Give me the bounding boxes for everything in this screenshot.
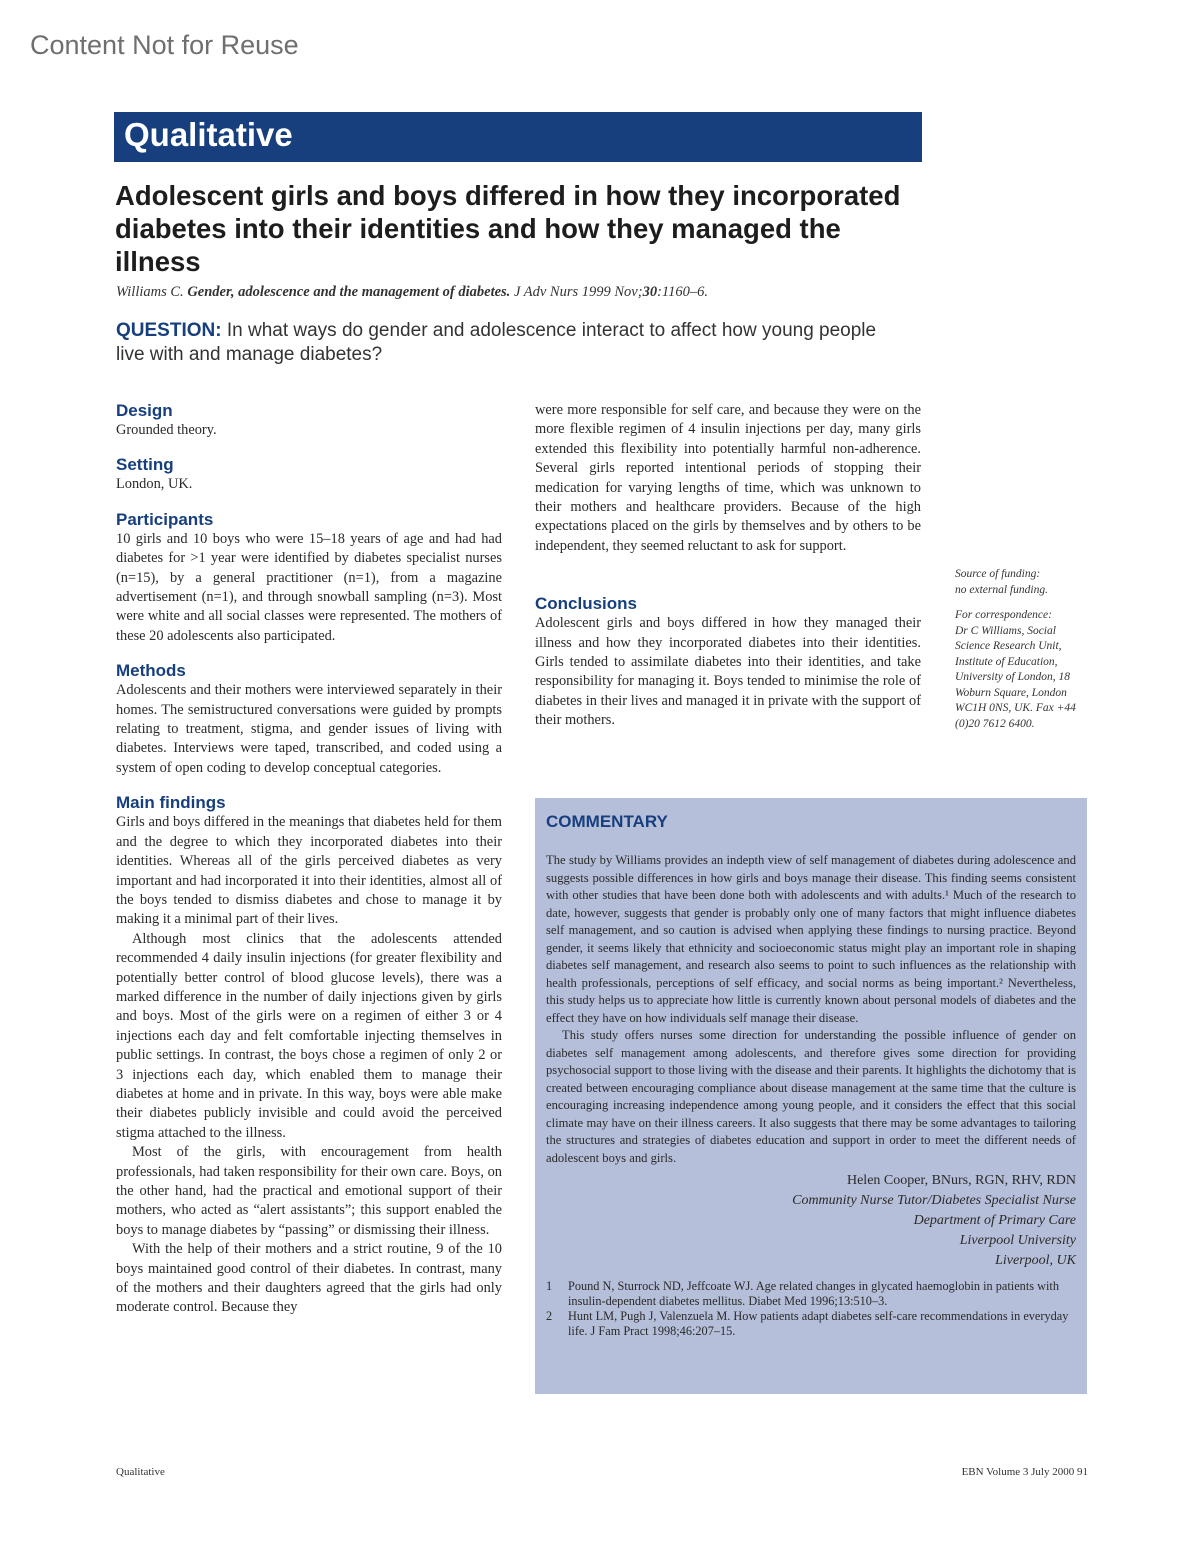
design-heading: Design <box>116 401 173 420</box>
conclusions-heading: Conclusions <box>535 594 638 614</box>
main-findings-p4-continued: were more responsible for self care, and because they were on the more flexible regimen of 4 insulin injections per day, many girls extended this flexibility into potentially harmful non-adherence. Several girls reported intentional periods of stopping their medication for varying lengths of time, which was unknown to their mothers and healthcare providers. Because of the high expectations placed on the girls by themselves and by others to be independent, they seemed reluctant to ask for support. <box>535 402 921 554</box>
question <box>116 319 906 367</box>
citation-volume: 30 <box>642 284 658 300</box>
reference-text: Pound N, Sturrock ND, Jeffcoate WJ. Age related changes in glycated haemoglobin in patients with insulin-dependent diabetes mellitus. Diabet Med 1996;13:510–3. <box>568 1279 1059 1308</box>
watermark-text: Content Not for Reuse <box>30 30 299 60</box>
reference-list <box>546 1279 1076 1339</box>
citation-journal: J Adv Nurs 1999 Nov; <box>513 284 643 300</box>
citation-pages: :1160–6. <box>657 284 708 300</box>
funding-text: no external funding. <box>955 583 1048 596</box>
main-findings-heading: Main findings <box>116 793 226 813</box>
setting-heading: Setting <box>116 455 174 475</box>
participants-text: 10 girls and 10 boys who were 15–18 years of age and had had diabetes for >1 year were identified by diabetes specialist nurses (n=15), by a general practitioner (n=1), from a magazine advertisement (n=1), and through snowball sampling (n=3). Most were white and all social classes were represented. The mothers of these 20 adolescents also participated. <box>116 530 502 644</box>
section-banner <box>114 112 922 162</box>
main-findings-p4: With the help of their mothers and a strict routine, 9 of the 10 boys maintained good control of their diabetes. In contrast, many of the mothers and their daughters agreed that the girls had only moderate control. Because they <box>116 1241 502 1316</box>
question-text: In what ways do gender and adolescence interact to affect how young people live with and manage diabetes? <box>116 320 877 365</box>
methods-heading: Methods <box>116 661 186 681</box>
design-text: Grounded theory. <box>116 422 217 438</box>
commentary-author: Helen Cooper, BNurs, RGN, RHV, RDN <box>846 1173 1076 1188</box>
question-label: QUESTION: <box>116 320 222 341</box>
commentary-p1: The study by Williams provides an indepth view of self management of diabetes during adolescence and suggests possible differences in how girls and boys manage their disease. This finding seems consistent with other studies that have been done both with adolescents and with adults.¹ Much of the research to date, however, suggests that gender is probably only one of many factors that might influence diabetes self management, and so caution is advised when applying these findings to nursing practice. Beyond gender, it seems likely that ethnicity and socioeconomic status might play an important role in shaping diabetes self management, and research also seems to point to such influences as the relationship with health professionals, perceptions of self efficacy, and social norms as being important.² Nevertheless, this study helps us to appreciate how little is currently known about personal models of diabetes and the effect they have on how individuals self manage their disease. <box>546 853 1076 1025</box>
footer-journal-info: EBN Volume 3 July 2000 91 <box>961 1466 1088 1478</box>
section-banner-label: Qualitative <box>124 116 293 153</box>
conclusions-text: Adolescent girls and boys differed in how they managed their illness and how they incorporated diabetes into their identities. Girls tended to assimilate diabetes into their identities, and take responsibility for managing it. Boys tended to minimise the role of diabetes in their lives and managed it in private with the support of their mothers. <box>535 615 921 729</box>
participants-heading: Participants <box>116 509 214 529</box>
commentary-p2: This study offers nurses some direction for understanding the possible influence of gender on diabetes self management among adolescents, and therefore gives some direction for providing psychosocial support to those living with the disease and their parents. It highlights the dichotomy that is created between encouraging compliance about disease management at the same time that the culture is encouraging increasing independence among young people, and it considers the effect that this social climate may have on their illness careers. It also suggests that there may be some advantages to tailoring the structures and strategies of diabetes education and support in order to meet the different needs of adolescent boys and girls. <box>546 1028 1076 1165</box>
reference-number: 1 <box>546 1279 553 1293</box>
main-findings-p1: Girls and boys differed in the meanings that diabetes held for them and the degree to which they incorporated diabetes into their identities. Whereas all of the girls perceived diabetes as very important and had incorporated it into their identities, almost all of the boys tended to dismiss diabetes and chose to manage it by making it a minimal part of their lives. <box>116 814 502 928</box>
correspondence-label: For correspondence: <box>955 609 1052 621</box>
middle-column <box>535 401 921 731</box>
commentary-signature <box>546 1171 1076 1271</box>
footer-section-label: Qualitative <box>116 1466 165 1478</box>
main-findings-p3: Most of the girls, with encouragement from health professionals, had taken responsibility for their own care. Boys, on the other hand, had the practical and emotional support of their mothers, who acted as “alert assistants”; this support enabled the boys to manage diabetes by “passing” or dismissing their illness. <box>116 1144 502 1238</box>
correspondence-text: Dr C Williams, Social Science Research Unit, Institute of Education, University of London, 18 Woburn Square, London WC1H 0NS, UK. Fax +44 (0)20 7612 6400. <box>955 624 1076 730</box>
reference-item <box>546 1309 1076 1339</box>
citation-article: Gender, adolescence and the management of diabetes. <box>187 284 511 300</box>
main-findings-p2: Although most clinics that the adolescents attended recommended 4 daily insulin injections (for greater flexibility and potentially better control of blood glucose levels), there was a marked difference in the number of daily injections given by girls and boys. Most of the girls were on a regimen of either 3 or 4 injections each day and felt comfortable injecting themselves in public settings. In contrast, the boys chose a regimen of only 2 or 3 injections each day, which enabled them to manage their diabetes at home and in private. In this way, boys were able make their diabetes publicly invisible and could avoid the perceived stigma attached to the illness. <box>116 930 502 1141</box>
citation-author: Williams C. <box>116 284 184 300</box>
commentary-university: Liverpool University <box>959 1233 1076 1248</box>
reference-item <box>546 1279 1076 1309</box>
methods-text: Adolescents and their mothers were interviewed separately in their homes. The semistructured conversations were guided by prompts relating to treatment, stigma, and gender issues of living with diabetes. Interviews were taped, transcribed, and coded using a system of open coding to develop conceptual categories. <box>116 682 502 776</box>
correspondence-note <box>955 608 1080 732</box>
funding-note <box>955 567 1080 598</box>
reference-text: Hunt LM, Pugh J, Valenzuela M. How patients adapt diabetes self-care recommendations in everyday life. J Fam Pract 1998;46:207–15. <box>568 1309 1069 1338</box>
article-title: Adolescent girls and boys differed in how they incorporated diabetes into their identities and how they managed the illness <box>115 180 901 277</box>
commentary-city: Liverpool, UK <box>995 1253 1076 1268</box>
commentary-body <box>546 852 1076 1167</box>
sidebar-notes <box>955 567 1080 742</box>
commentary-box <box>535 798 1087 1394</box>
commentary-heading: COMMENTARY <box>546 812 668 831</box>
setting-text: London, UK. <box>116 476 193 493</box>
commentary-role: Community Nurse Tutor/Diabetes Specialist Nurse <box>792 1193 1076 1208</box>
citation <box>116 284 708 301</box>
left-column <box>116 401 502 1318</box>
commentary-dept: Department of Primary Care <box>913 1213 1076 1228</box>
reference-number: 2 <box>546 1309 553 1323</box>
funding-label: Source of funding: <box>955 568 1041 580</box>
